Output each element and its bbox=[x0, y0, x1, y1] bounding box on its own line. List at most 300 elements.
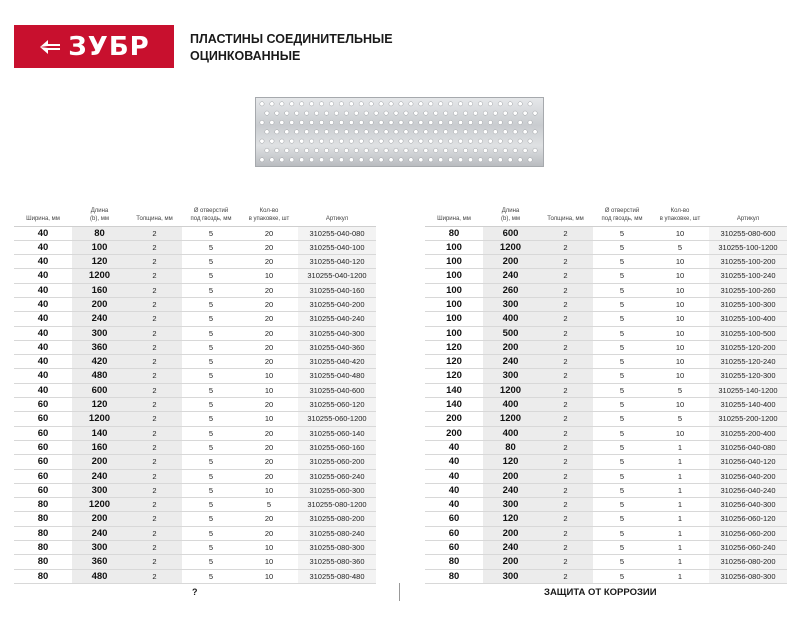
cell-hole-diameter: 5 bbox=[593, 555, 651, 569]
cell-hole-diameter: 5 bbox=[593, 255, 651, 269]
cell-thickness: 2 bbox=[538, 469, 593, 483]
cell-thickness: 2 bbox=[127, 312, 182, 326]
table-row bbox=[14, 541, 376, 555]
header-width: Ширина, мм bbox=[14, 190, 72, 226]
cell-length: 100 bbox=[72, 240, 127, 254]
cell-hole-diameter: 5 bbox=[182, 569, 240, 583]
cell-length: 200 bbox=[72, 297, 127, 311]
cell-width: 60 bbox=[14, 455, 72, 469]
cell-article: 310256-040-120 bbox=[709, 455, 787, 469]
cell-hole-diameter: 5 bbox=[182, 283, 240, 297]
connector-plate-image bbox=[255, 97, 544, 167]
cell-pack-quantity: 20 bbox=[240, 226, 298, 240]
cell-pack-quantity: 10 bbox=[651, 326, 709, 340]
cell-pack-quantity: 10 bbox=[651, 226, 709, 240]
cell-thickness: 2 bbox=[538, 269, 593, 283]
cell-hole-diameter: 5 bbox=[593, 483, 651, 497]
cell-hole-diameter: 5 bbox=[182, 526, 240, 540]
cell-thickness: 2 bbox=[127, 398, 182, 412]
table-row bbox=[425, 240, 787, 254]
cell-article: 310256-060-200 bbox=[709, 526, 787, 540]
cell-width: 80 bbox=[425, 555, 483, 569]
cell-pack-quantity: 10 bbox=[240, 569, 298, 583]
cell-hole-diameter: 5 bbox=[182, 412, 240, 426]
cell-length: 200 bbox=[72, 455, 127, 469]
cell-thickness: 2 bbox=[127, 340, 182, 354]
cell-article: 310256-040-080 bbox=[709, 440, 787, 454]
table-row bbox=[14, 512, 376, 526]
cell-length: 240 bbox=[72, 526, 127, 540]
cell-thickness: 2 bbox=[127, 512, 182, 526]
header-article: Артикул bbox=[298, 190, 376, 226]
cell-pack-quantity: 10 bbox=[240, 383, 298, 397]
cell-length: 160 bbox=[72, 440, 127, 454]
table-row bbox=[14, 326, 376, 340]
cell-thickness: 2 bbox=[538, 512, 593, 526]
cell-thickness: 2 bbox=[538, 526, 593, 540]
cell-article: 310255-080-360 bbox=[298, 555, 376, 569]
cell-width: 40 bbox=[425, 469, 483, 483]
cell-length: 300 bbox=[72, 483, 127, 497]
cell-length: 300 bbox=[483, 297, 538, 311]
cell-thickness: 2 bbox=[127, 240, 182, 254]
cell-article: 310255-080-480 bbox=[298, 569, 376, 583]
cell-length: 260 bbox=[483, 283, 538, 297]
cell-length: 600 bbox=[483, 226, 538, 240]
cell-hole-diameter: 5 bbox=[593, 526, 651, 540]
cell-thickness: 2 bbox=[538, 398, 593, 412]
cell-thickness: 2 bbox=[127, 498, 182, 512]
table-row bbox=[425, 426, 787, 440]
cell-pack-quantity: 10 bbox=[651, 340, 709, 354]
cell-length: 80 bbox=[72, 226, 127, 240]
cell-length: 600 bbox=[72, 383, 127, 397]
cell-hole-diameter: 5 bbox=[593, 355, 651, 369]
table-row bbox=[425, 512, 787, 526]
table-header bbox=[14, 190, 376, 226]
cell-article: 310255-040-300 bbox=[298, 326, 376, 340]
cell-article: 310255-060-120 bbox=[298, 398, 376, 412]
cell-hole-diameter: 5 bbox=[182, 297, 240, 311]
cell-thickness: 2 bbox=[538, 383, 593, 397]
cell-hole-diameter: 5 bbox=[593, 369, 651, 383]
cell-pack-quantity: 10 bbox=[651, 426, 709, 440]
cell-width: 80 bbox=[425, 226, 483, 240]
cell-thickness: 2 bbox=[538, 412, 593, 426]
table-row bbox=[425, 483, 787, 497]
cell-hole-diameter: 5 bbox=[593, 240, 651, 254]
cell-length: 500 bbox=[483, 326, 538, 340]
cell-pack-quantity: 10 bbox=[240, 369, 298, 383]
cell-length: 1200 bbox=[72, 498, 127, 512]
cell-width: 60 bbox=[425, 512, 483, 526]
cell-length: 1200 bbox=[72, 412, 127, 426]
table-row bbox=[14, 483, 376, 497]
cell-thickness: 2 bbox=[127, 469, 182, 483]
cell-length: 360 bbox=[72, 340, 127, 354]
cell-width: 120 bbox=[425, 369, 483, 383]
table-row bbox=[14, 283, 376, 297]
cell-length: 200 bbox=[483, 255, 538, 269]
cell-length: 300 bbox=[483, 498, 538, 512]
cell-article: 310256-080-200 bbox=[709, 555, 787, 569]
cell-hole-diameter: 5 bbox=[182, 340, 240, 354]
cell-hole-diameter: 5 bbox=[182, 512, 240, 526]
cell-hole-diameter: 5 bbox=[182, 255, 240, 269]
cell-width: 40 bbox=[14, 312, 72, 326]
cell-hole-diameter: 5 bbox=[593, 269, 651, 283]
cell-pack-quantity: 10 bbox=[651, 369, 709, 383]
cell-hole-diameter: 5 bbox=[182, 355, 240, 369]
cell-article: 310255-080-300 bbox=[298, 541, 376, 555]
cell-length: 360 bbox=[72, 555, 127, 569]
cell-width: 40 bbox=[425, 455, 483, 469]
cell-article: 310255-040-120 bbox=[298, 255, 376, 269]
cell-length: 400 bbox=[483, 398, 538, 412]
cell-pack-quantity: 1 bbox=[651, 483, 709, 497]
cell-width: 120 bbox=[425, 340, 483, 354]
cell-width: 80 bbox=[14, 569, 72, 583]
cell-pack-quantity: 20 bbox=[240, 355, 298, 369]
table-row bbox=[14, 340, 376, 354]
cell-thickness: 2 bbox=[127, 226, 182, 240]
cell-hole-diameter: 5 bbox=[593, 326, 651, 340]
cell-length: 1200 bbox=[483, 240, 538, 254]
cell-thickness: 2 bbox=[127, 369, 182, 383]
cell-width: 40 bbox=[14, 383, 72, 397]
cell-article: 310255-200-1200 bbox=[709, 412, 787, 426]
cell-pack-quantity: 20 bbox=[240, 283, 298, 297]
cell-article: 310255-040-100 bbox=[298, 240, 376, 254]
table-row bbox=[14, 369, 376, 383]
cell-hole-diameter: 5 bbox=[593, 412, 651, 426]
cell-pack-quantity: 1 bbox=[651, 455, 709, 469]
cell-pack-quantity: 20 bbox=[240, 326, 298, 340]
cell-length: 240 bbox=[72, 469, 127, 483]
cell-thickness: 2 bbox=[127, 255, 182, 269]
cell-width: 100 bbox=[425, 326, 483, 340]
cell-thickness: 2 bbox=[127, 326, 182, 340]
cell-thickness: 2 bbox=[127, 455, 182, 469]
header-thickness: Толщина, мм bbox=[538, 190, 593, 226]
cell-hole-diameter: 5 bbox=[593, 426, 651, 440]
table-row bbox=[425, 455, 787, 469]
table-row bbox=[425, 369, 787, 383]
cell-pack-quantity: 1 bbox=[651, 569, 709, 583]
cell-length: 200 bbox=[483, 469, 538, 483]
spec-table-right bbox=[425, 190, 787, 584]
table-row bbox=[14, 297, 376, 311]
table-row bbox=[425, 526, 787, 540]
table-row bbox=[425, 226, 787, 240]
cell-hole-diameter: 5 bbox=[593, 512, 651, 526]
cell-length: 200 bbox=[483, 526, 538, 540]
table-row bbox=[425, 269, 787, 283]
cell-pack-quantity: 20 bbox=[240, 312, 298, 326]
cell-width: 60 bbox=[14, 440, 72, 454]
cell-width: 40 bbox=[14, 226, 72, 240]
cell-thickness: 2 bbox=[538, 541, 593, 555]
cell-hole-diameter: 5 bbox=[593, 398, 651, 412]
table-row bbox=[14, 469, 376, 483]
cell-thickness: 2 bbox=[538, 297, 593, 311]
cell-pack-quantity: 10 bbox=[651, 255, 709, 269]
cell-length: 480 bbox=[72, 569, 127, 583]
cell-pack-quantity: 10 bbox=[240, 555, 298, 569]
cell-article: 310255-040-240 bbox=[298, 312, 376, 326]
cell-length: 160 bbox=[72, 283, 127, 297]
cell-thickness: 2 bbox=[538, 555, 593, 569]
cell-pack-quantity: 20 bbox=[240, 398, 298, 412]
header-hole-diameter: Ø отверстий под гвоздь, мм bbox=[182, 190, 240, 226]
cell-article: 310255-120-240 bbox=[709, 355, 787, 369]
cell-thickness: 2 bbox=[127, 269, 182, 283]
table-row bbox=[425, 412, 787, 426]
table-row bbox=[425, 312, 787, 326]
cell-thickness: 2 bbox=[538, 312, 593, 326]
cell-length: 120 bbox=[72, 255, 127, 269]
table-row bbox=[14, 398, 376, 412]
cell-hole-diameter: 5 bbox=[593, 440, 651, 454]
table-row bbox=[425, 297, 787, 311]
cell-length: 420 bbox=[72, 355, 127, 369]
cell-thickness: 2 bbox=[127, 526, 182, 540]
cell-article: 310255-040-1200 bbox=[298, 269, 376, 283]
cell-length: 240 bbox=[483, 483, 538, 497]
cell-pack-quantity: 10 bbox=[240, 541, 298, 555]
cell-article: 310255-140-1200 bbox=[709, 383, 787, 397]
cell-article: 310256-080-300 bbox=[709, 569, 787, 583]
cell-length: 300 bbox=[72, 541, 127, 555]
cell-length: 240 bbox=[483, 269, 538, 283]
table-row bbox=[14, 312, 376, 326]
cell-hole-diameter: 5 bbox=[182, 383, 240, 397]
cell-article: 310255-100-1200 bbox=[709, 240, 787, 254]
cell-hole-diameter: 5 bbox=[593, 383, 651, 397]
cell-width: 100 bbox=[425, 283, 483, 297]
cell-article: 310255-040-360 bbox=[298, 340, 376, 354]
table-row bbox=[425, 555, 787, 569]
cell-article: 310255-040-600 bbox=[298, 383, 376, 397]
cell-article: 310255-040-160 bbox=[298, 283, 376, 297]
cell-length: 480 bbox=[72, 369, 127, 383]
cell-width: 60 bbox=[14, 483, 72, 497]
logo-text: ЗУБР bbox=[68, 31, 150, 62]
cell-length: 400 bbox=[483, 312, 538, 326]
cell-hole-diameter: 5 bbox=[182, 426, 240, 440]
cell-pack-quantity: 10 bbox=[651, 398, 709, 412]
table-row bbox=[425, 498, 787, 512]
cell-thickness: 2 bbox=[538, 283, 593, 297]
cell-length: 1200 bbox=[72, 269, 127, 283]
table-row bbox=[425, 255, 787, 269]
cell-pack-quantity: 10 bbox=[651, 269, 709, 283]
table-row bbox=[14, 498, 376, 512]
cell-width: 80 bbox=[14, 555, 72, 569]
table-row bbox=[425, 469, 787, 483]
cell-width: 140 bbox=[425, 383, 483, 397]
cell-pack-quantity: 1 bbox=[651, 440, 709, 454]
cell-hole-diameter: 5 bbox=[593, 455, 651, 469]
cell-article: 310256-060-120 bbox=[709, 512, 787, 526]
cell-width: 40 bbox=[14, 269, 72, 283]
table-row bbox=[14, 455, 376, 469]
cell-pack-quantity: 20 bbox=[240, 469, 298, 483]
cell-length: 80 bbox=[483, 440, 538, 454]
cell-pack-quantity: 5 bbox=[651, 240, 709, 254]
cell-thickness: 2 bbox=[538, 226, 593, 240]
cell-article: 310255-100-240 bbox=[709, 269, 787, 283]
cell-width: 40 bbox=[425, 498, 483, 512]
cell-article: 310255-060-200 bbox=[298, 455, 376, 469]
cell-hole-diameter: 5 bbox=[593, 297, 651, 311]
cell-length: 240 bbox=[483, 541, 538, 555]
table-row bbox=[14, 426, 376, 440]
table-row bbox=[14, 269, 376, 283]
table-row bbox=[425, 569, 787, 583]
cell-thickness: 2 bbox=[127, 440, 182, 454]
cell-article: 310255-060-160 bbox=[298, 440, 376, 454]
cell-article: 310255-060-1200 bbox=[298, 412, 376, 426]
cell-length: 240 bbox=[483, 355, 538, 369]
header-thickness: Толщина, мм bbox=[127, 190, 182, 226]
cell-article: 310256-040-300 bbox=[709, 498, 787, 512]
cell-thickness: 2 bbox=[127, 297, 182, 311]
cell-article: 310255-080-240 bbox=[298, 526, 376, 540]
table-row bbox=[425, 541, 787, 555]
table-header bbox=[425, 190, 787, 226]
cell-hole-diameter: 5 bbox=[182, 312, 240, 326]
cell-width: 60 bbox=[14, 398, 72, 412]
cell-article: 310255-040-200 bbox=[298, 297, 376, 311]
table-row bbox=[425, 440, 787, 454]
cell-hole-diameter: 5 bbox=[593, 312, 651, 326]
footer-divider bbox=[399, 583, 400, 601]
cell-pack-quantity: 20 bbox=[240, 526, 298, 540]
table-row bbox=[14, 226, 376, 240]
table-row bbox=[425, 283, 787, 297]
cell-article: 310255-040-480 bbox=[298, 369, 376, 383]
cell-length: 140 bbox=[72, 426, 127, 440]
cell-pack-quantity: 5 bbox=[651, 383, 709, 397]
cell-thickness: 2 bbox=[127, 541, 182, 555]
table-row bbox=[425, 398, 787, 412]
cell-hole-diameter: 5 bbox=[182, 240, 240, 254]
cell-width: 40 bbox=[14, 326, 72, 340]
cell-article: 310255-140-400 bbox=[709, 398, 787, 412]
cell-pack-quantity: 20 bbox=[240, 297, 298, 311]
cell-width: 100 bbox=[425, 240, 483, 254]
cell-width: 200 bbox=[425, 426, 483, 440]
cell-thickness: 2 bbox=[538, 369, 593, 383]
cell-width: 100 bbox=[425, 297, 483, 311]
table-row bbox=[14, 255, 376, 269]
cell-thickness: 2 bbox=[538, 240, 593, 254]
cell-hole-diameter: 5 bbox=[182, 226, 240, 240]
cell-pack-quantity: 1 bbox=[651, 512, 709, 526]
cell-thickness: 2 bbox=[538, 340, 593, 354]
cell-width: 140 bbox=[425, 398, 483, 412]
cell-thickness: 2 bbox=[538, 498, 593, 512]
cell-hole-diameter: 5 bbox=[182, 469, 240, 483]
cell-width: 80 bbox=[14, 526, 72, 540]
cell-width: 60 bbox=[14, 469, 72, 483]
cell-width: 40 bbox=[14, 283, 72, 297]
cell-hole-diameter: 5 bbox=[182, 555, 240, 569]
cell-width: 40 bbox=[425, 440, 483, 454]
cell-hole-diameter: 5 bbox=[593, 498, 651, 512]
cell-hole-diameter: 5 bbox=[182, 269, 240, 283]
cell-width: 40 bbox=[14, 355, 72, 369]
cell-hole-diameter: 5 bbox=[593, 469, 651, 483]
cell-hole-diameter: 5 bbox=[593, 569, 651, 583]
cell-thickness: 2 bbox=[538, 483, 593, 497]
header-length: Длина (b), мм bbox=[72, 190, 127, 226]
cell-pack-quantity: 10 bbox=[240, 483, 298, 497]
cell-length: 300 bbox=[72, 326, 127, 340]
title-line-2: ОЦИНКОВАННЫЕ bbox=[190, 49, 301, 63]
cell-thickness: 2 bbox=[538, 326, 593, 340]
cell-article: 310255-120-200 bbox=[709, 340, 787, 354]
cell-width: 60 bbox=[425, 541, 483, 555]
cell-pack-quantity: 1 bbox=[651, 526, 709, 540]
cell-article: 310255-120-300 bbox=[709, 369, 787, 383]
cell-width: 40 bbox=[14, 240, 72, 254]
cell-pack-quantity: 20 bbox=[240, 426, 298, 440]
page-title bbox=[190, 31, 450, 65]
table-row bbox=[14, 569, 376, 583]
table-row bbox=[425, 340, 787, 354]
cell-length: 200 bbox=[483, 340, 538, 354]
header-pack-quantity: Кол-во в упаковке, шт bbox=[651, 190, 709, 226]
cell-article: 310255-100-500 bbox=[709, 326, 787, 340]
cell-pack-quantity: 20 bbox=[240, 512, 298, 526]
cell-thickness: 2 bbox=[127, 283, 182, 297]
cell-width: 100 bbox=[425, 312, 483, 326]
cell-article: 310256-040-240 bbox=[709, 483, 787, 497]
cell-length: 1200 bbox=[483, 412, 538, 426]
table-row bbox=[14, 412, 376, 426]
cell-width: 120 bbox=[425, 355, 483, 369]
cell-pack-quantity: 10 bbox=[240, 412, 298, 426]
cell-hole-diameter: 5 bbox=[182, 541, 240, 555]
cell-article: 310255-080-1200 bbox=[298, 498, 376, 512]
cell-article: 310255-100-260 bbox=[709, 283, 787, 297]
footer-section-title: ЗАЩИТА ОТ КОРРОЗИИ bbox=[544, 587, 657, 598]
cell-pack-quantity: 10 bbox=[240, 269, 298, 283]
cell-thickness: 2 bbox=[127, 383, 182, 397]
cell-article: 310255-080-600 bbox=[709, 226, 787, 240]
cell-width: 80 bbox=[425, 569, 483, 583]
cell-width: 60 bbox=[14, 412, 72, 426]
cell-hole-diameter: 5 bbox=[182, 483, 240, 497]
cell-thickness: 2 bbox=[538, 569, 593, 583]
table-row bbox=[425, 355, 787, 369]
cell-width: 40 bbox=[14, 369, 72, 383]
cell-pack-quantity: 20 bbox=[240, 340, 298, 354]
cell-article: 310255-100-300 bbox=[709, 297, 787, 311]
cell-length: 120 bbox=[72, 398, 127, 412]
cell-pack-quantity: 20 bbox=[240, 455, 298, 469]
cell-width: 100 bbox=[425, 255, 483, 269]
footer-page-marker: ? bbox=[192, 587, 198, 597]
cell-pack-quantity: 1 bbox=[651, 541, 709, 555]
cell-length: 240 bbox=[72, 312, 127, 326]
cell-pack-quantity: 1 bbox=[651, 498, 709, 512]
cell-length: 400 bbox=[483, 426, 538, 440]
cell-pack-quantity: 10 bbox=[651, 312, 709, 326]
cell-article: 310256-040-200 bbox=[709, 469, 787, 483]
